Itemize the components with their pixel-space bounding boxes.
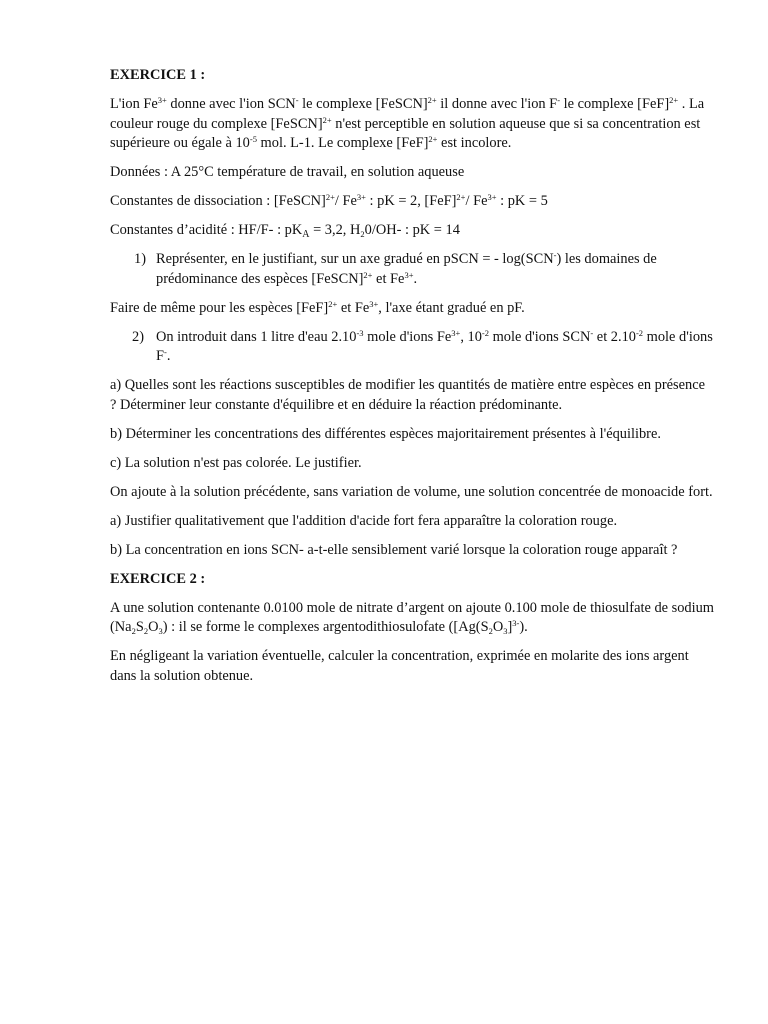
data-conditions: Données : A 25°C température de travail, en solution aqueuse: [110, 164, 465, 180]
question-3b: b) La concentration en ions SCN- a-t-elle sensiblement varié lorsque la coloration rouge apparaît ?: [110, 541, 678, 558]
same-for-fef: Faire de même pour les espèces [FeF]$^{2+}$ et $Fe^{3+}$, l'axe étant gradué en pF.: [110, 298, 525, 316]
exercise-1-title: EXERCICE 1 :: [110, 67, 206, 83]
question-2a: a) Quelles sont les réactions susceptibles de modifier les quantités de matière entre espèces en présence ? Déterminer leur constante d'équilibre et en déduire la réaction prédominante.: [110, 377, 705, 413]
question-1: [110, 250, 714, 289]
question-2c: c) La solution n'est pas colorée. Le justifier.: [110, 454, 362, 471]
strong-acid-addition: On ajoute à la solution précédente, sans variation de volume, une solution concentrée de monoacide fort.: [110, 483, 713, 500]
question-2: [110, 328, 714, 367]
question-1-number: 1): [134, 251, 146, 267]
exercise-2-statement: A une solution contenante 0.0100 mole de nitrate d’argent on ajoute 0.100 mole de thiosulfate de sodium $(Na_2S_2O_3)$ : il se forme le complexes argentodithiosulofate ($[Ag(S_2O_3]^{3-})$.: [110, 599, 715, 636]
question-2-number: 2): [132, 328, 144, 345]
acidity-constants: Constantes d’acidité : HF/F- : $pK_A = 3,2$, $H_20/OH-$ : pK = 14: [110, 222, 460, 240]
document-page: [110, 66, 714, 696]
question-2b: b) Déterminer les concentrations des différentes espèces majoritairement présentes à l'équilibre.: [110, 425, 661, 442]
question-2-text: On introduit dans 1 litre d'eau $2.10^{-3}$ mole d'ions $Fe^{3+}$, $10^{-2}$ mole d'ions SCN- et $2.10^{-2}$ mole d'ions F-.: [156, 327, 713, 364]
exercise-2-title: EXERCICE 2 :: [110, 570, 206, 587]
exercise-2-question: En négligeant la variation éventuelle, calculer la concentration, exprimée en molarite des ions argent dans la solution obtenue.: [110, 648, 689, 684]
dissociation-constants: Constantes de dissociation : [FeSCN]$^{2+}$/ $Fe^{3+}$ : pK = 2, [FeF]$^{2+}$/ $Fe^{3+}$ : pK = 5: [110, 192, 548, 209]
exercise-1-intro: L'ion $Fe^{3+}$ donne avec l'ion SCN- le complexe [FeSCN]$^{2+}$ il donne avec l'ion F- le complexe [FeF]$^{2+}$ . La couleur rouge du complexe [FeSCN]$^{2+}$ n'est perceptible en solution aqueuse que si sa concentration est supérieure ou égale à $10^{-5}$ mol. L-1. Le complexe [FeF]$^{2+}$ est incolore.: [110, 95, 705, 151]
question-1-text: Représenter, en le justifiant, sur un axe gradué en pSCN = - log(SCN-) les domaines de prédominance des espèces [FeSCN]$^{2+}$ et $Fe^{3+}$.: [156, 250, 657, 287]
question-3a: a) Justifier qualitativement que l'addition d'acide fort fera apparaître la coloration rouge.: [110, 512, 618, 529]
